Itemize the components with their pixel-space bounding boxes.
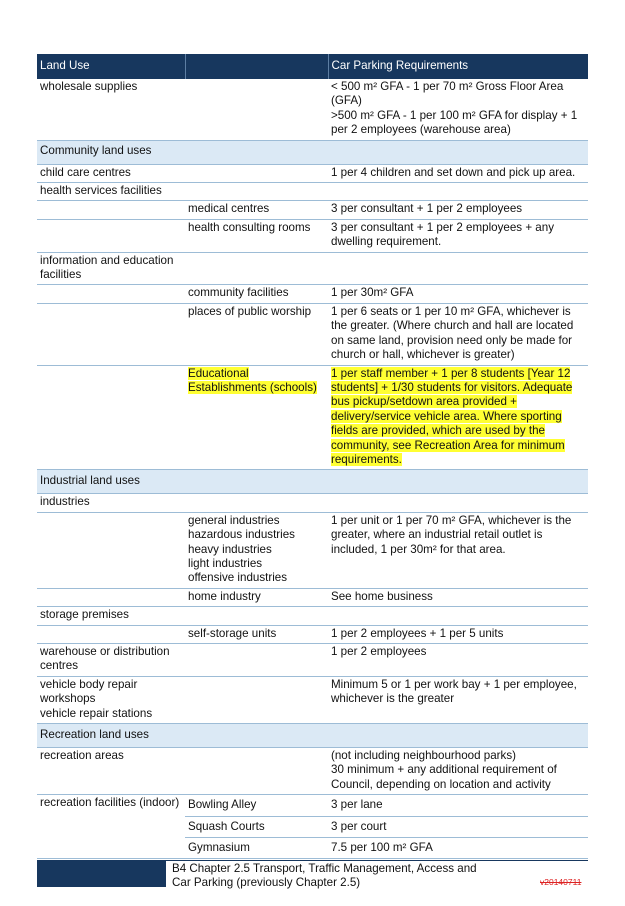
requirement: 1 per unit or 1 per 70 m² GFA, whichever is the greater, where an industrial retail outlet is included, 1 per 30m² for that area.: [328, 512, 588, 588]
land-use-names: [37, 676, 185, 723]
requirement: 1 per 4 children and set down and pick up area.: [328, 164, 588, 182]
table-row: [37, 588, 588, 606]
section-title: Industrial land uses: [37, 470, 588, 494]
requirement: 3 per consultant + 1 per 2 employees: [328, 201, 588, 219]
header-blank: [185, 54, 328, 79]
table-row: [37, 201, 588, 219]
land-use-name: vehicle repair stations: [40, 706, 153, 720]
section-title: Community land uses: [37, 140, 588, 164]
sub-use-name: self-storage units: [185, 625, 328, 643]
sub-use-name: Gymnasium: [185, 838, 328, 859]
highlighted-text: 1 per staff member + 1 per 8 students [Year 12 students] + 1/30 students for visitors. Adequate bus pickup/setdown area provided + delivery/service vehicle area. Where sporting fields are provided, which are used by the community, see Recreation Area for minimum requirements.: [331, 366, 573, 466]
table-row: [37, 183, 588, 201]
sub-use-name: [185, 365, 328, 470]
sub-use-list: [185, 512, 328, 588]
requirement: Minimum 5 or 1 per work bay + 1 per employee, whichever is the greater: [328, 676, 588, 723]
land-use-name: storage premises: [37, 607, 185, 625]
table-row: [37, 795, 588, 816]
requirement-line: 30 minimum + any additional requirement of Council, depending on location and activity: [331, 763, 557, 791]
sub-use-name: Bowling Alley: [185, 795, 328, 816]
requirement-line: (not including neighbourhood parks): [331, 749, 516, 763]
land-use-name: wholesale supplies: [37, 79, 185, 140]
table-row: [37, 494, 588, 512]
sub-use-name: light industries: [188, 556, 263, 570]
section-title: Recreation land uses: [37, 724, 588, 748]
sub-use-name: heavy industries: [188, 542, 272, 556]
table-row: [37, 676, 588, 723]
requirement: 7.5 per 100 m² GFA: [328, 838, 588, 859]
requirement: 1 per 2 employees + 1 per 5 units: [328, 625, 588, 643]
section-row-industrial: [37, 470, 588, 494]
requirement-line: < 500 m² GFA - 1 per 70 m² Gross Floor Area (GFA): [331, 80, 564, 108]
land-use-name: industries: [37, 494, 185, 512]
header-land-use: Land Use: [37, 54, 185, 79]
requirement: 1 per 30m² GFA: [328, 285, 588, 303]
table-row: [37, 644, 588, 677]
sub-use-name: medical centres: [185, 201, 328, 219]
header-requirements: Car Parking Requirements: [328, 54, 588, 79]
table-row: [37, 252, 588, 285]
table-header-row: [37, 54, 588, 79]
requirement: [328, 748, 588, 795]
sub-use-name: health consulting rooms: [185, 219, 328, 252]
requirement: [328, 365, 588, 470]
land-use-name: recreation areas: [37, 748, 185, 795]
table-row: [37, 219, 588, 252]
requirement: See home business: [328, 588, 588, 606]
land-use-name: vehicle body repair workshops: [40, 677, 138, 706]
car-parking-table: [37, 54, 588, 859]
table-row: [37, 512, 588, 588]
footer-chapter-title: B4 Chapter 2.5 Transport, Traffic Management, Access and Car Parking (previously Chapter 2.5): [172, 862, 477, 889]
sub-use-name: hazardous industries: [188, 528, 295, 542]
sub-use-name: places of public worship: [185, 303, 328, 365]
land-use-name: health services facilities: [37, 183, 185, 201]
land-use-name: warehouse or distribution centres: [37, 644, 185, 677]
land-use-name: information and education facilities: [37, 252, 185, 285]
footer-color-bar: [37, 860, 166, 887]
requirement: 3 per consultant + 1 per 2 employees + any dwelling requirement.: [328, 219, 588, 252]
table-row: [37, 303, 588, 365]
sub-use-name: community facilities: [185, 285, 328, 303]
highlighted-text: Educational Establishments (schools): [188, 366, 317, 394]
sub-use-name: general industries: [188, 513, 280, 527]
table-row: [37, 625, 588, 643]
requirement: 3 per lane: [328, 795, 588, 816]
requirement: 1 per 6 seats or 1 per 10 m² GFA, whichever is the greater. (Where church and hall are located on same land, provision need only be made for church or hall, whichever is greater): [328, 303, 588, 365]
footer-rule: [166, 860, 588, 861]
footer-version: v20140711: [540, 877, 582, 887]
requirement: 3 per court: [328, 816, 588, 837]
table-row: [37, 748, 588, 795]
requirement: 1 per 2 employees: [328, 644, 588, 677]
land-use-name: child care centres: [37, 164, 185, 182]
section-row-community: [37, 140, 588, 164]
sub-use-name: Squash Courts: [185, 816, 328, 837]
table-row: [37, 79, 588, 140]
table-row: [37, 365, 588, 470]
section-row-recreation: [37, 724, 588, 748]
table-row: [37, 607, 588, 625]
sub-use-name: offensive industries: [188, 571, 288, 585]
requirement-line: >500 m² GFA - 1 per 100 m² GFA for display + 1 per 2 employees (warehouse area): [331, 108, 578, 137]
requirement: [328, 79, 588, 140]
sub-use-name: home industry: [185, 588, 328, 606]
land-use-name: recreation facilities (indoor): [37, 795, 185, 859]
table-row: [37, 164, 588, 182]
table-row: [37, 285, 588, 303]
